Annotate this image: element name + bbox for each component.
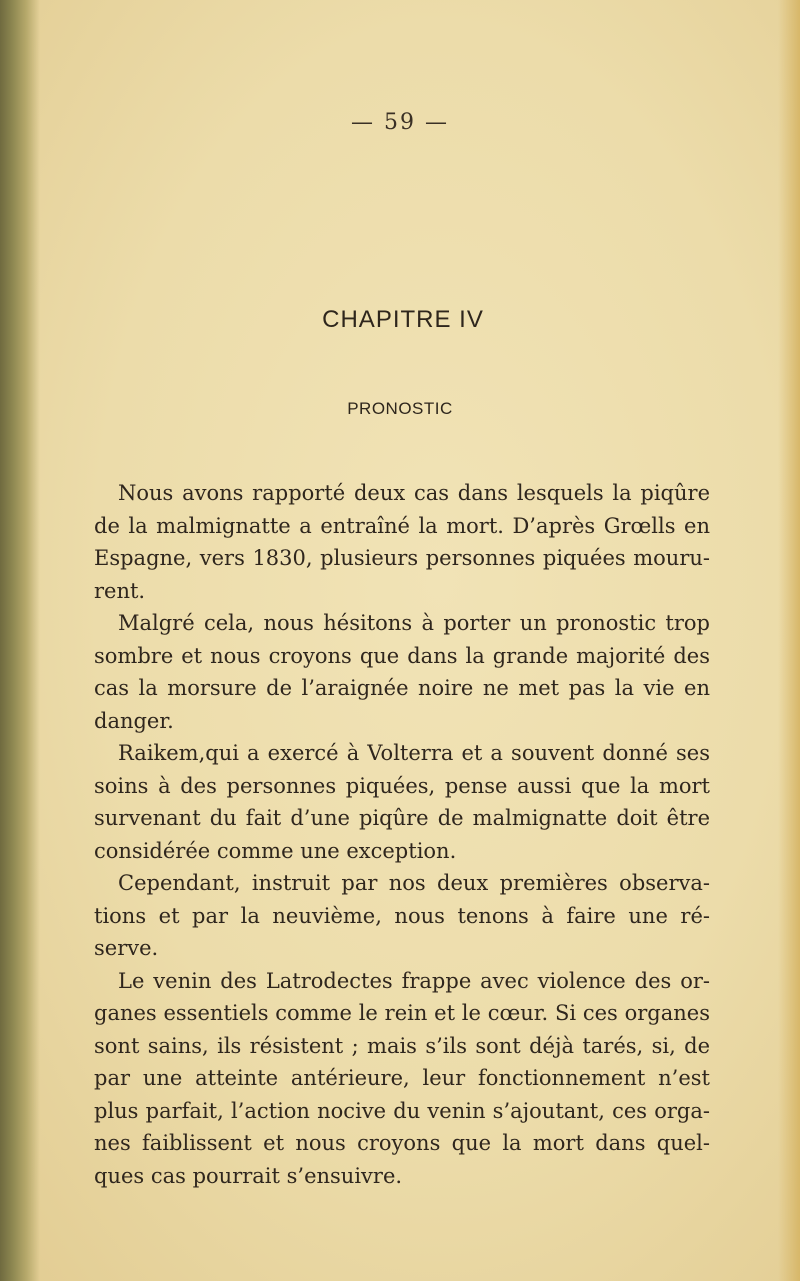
text-line: serve. <box>94 936 159 960</box>
text-line: ganes essentiels comme le rein et le cœur. Si ces organes <box>94 1001 710 1025</box>
text-line: Cependant, instruit par nos deux premières observa- <box>118 871 710 895</box>
paragraph <box>94 737 710 867</box>
text-line: nes faiblissent et nous croyons que la mort dans quel- <box>94 1131 710 1155</box>
text-line: rent. <box>94 578 146 603</box>
text-line: soins à des personnes piquées, pense aussi que la mort <box>94 773 710 798</box>
text-line: sombre et nous croyons que dans la grande majorité des <box>94 643 710 668</box>
text-line: plus parfait, l’action nocive du venin s’ajoutant, ces orga- <box>94 1098 710 1123</box>
text-line: sont sains, ils résistent ; mais s’ils sont déjà tarés, si, de <box>94 1033 710 1058</box>
paragraph <box>94 965 710 1193</box>
paragraph <box>94 477 710 607</box>
text-line: Nous avons rapporté deux cas dans lesquels la piqûre <box>118 481 710 505</box>
text-line: cas la morsure de l’araignée noire ne met pas la vie en <box>94 676 710 700</box>
page-edge-stain <box>778 0 800 1281</box>
text-line: Malgré cela, nous hésitons à porter un pronostic trop <box>118 611 710 635</box>
text-line: par une atteinte antérieure, leur fonctionnement n’est <box>94 1066 710 1090</box>
text-line: Raikem,qui a exercé à Volterra et a souvent donné ses <box>118 741 710 765</box>
text-line: survenant du fait d’une piqûre de malmignatte doit être <box>94 806 710 830</box>
text-line: ques cas pourrait s’ensuivre. <box>94 1163 403 1188</box>
chapter-title: CHAPITRE IV <box>322 306 484 333</box>
text-line: Le venin des Latrodectes frappe avec violence des or- <box>118 968 710 993</box>
section-title: PRONOSTIC <box>347 399 453 418</box>
paragraph <box>94 607 710 737</box>
page-number: — 59 — <box>351 110 449 135</box>
text-line: considérée comme une exception. <box>94 838 457 863</box>
text-line: de la malmignatte a entraîné la mort. D’après Grœlls en <box>94 513 710 538</box>
text-line: Espagne, vers 1830, plusieurs personnes piquées mouru- <box>94 546 710 570</box>
paragraph <box>94 867 710 965</box>
body-text <box>94 477 710 1192</box>
text-line: danger. <box>94 708 174 733</box>
text-line: tions et par la neuvième, nous tenons à faire une ré- <box>94 903 710 928</box>
page-binding-shadow <box>0 0 40 1281</box>
